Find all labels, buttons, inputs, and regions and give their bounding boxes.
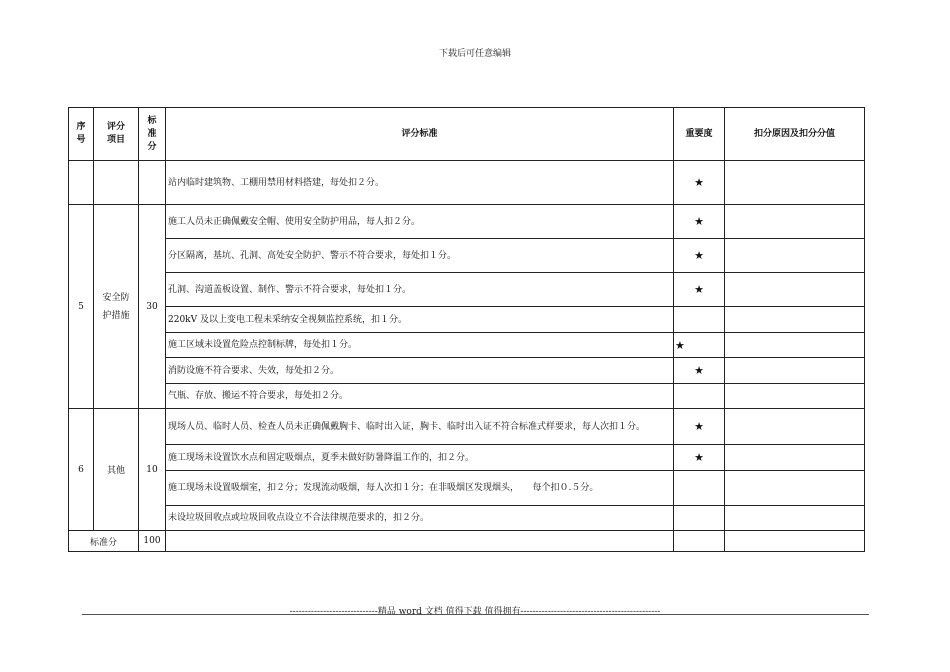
importance-star: [674, 307, 725, 333]
table-row: [69, 333, 865, 358]
deduction-cell[interactable]: [725, 161, 865, 205]
section-item: 其他: [94, 409, 139, 531]
deduction-cell[interactable]: [725, 205, 865, 239]
deduction-cell[interactable]: [725, 239, 865, 273]
section-item: 安全防护措施: [94, 205, 139, 409]
criteria-cell: 施工现场未设置饮水点和固定吸烟点，夏季未做好防暑降温工作的，扣２分。: [166, 445, 674, 471]
importance-star: [674, 506, 725, 531]
header-criteria: 评分标准: [166, 108, 674, 161]
criteria-cell: 220kV 及以上变电工程未采纳安全视频监控系统，扣１分。: [166, 307, 674, 333]
deduction-cell[interactable]: [725, 445, 865, 471]
empty-cell: [94, 161, 139, 205]
empty-cell: [69, 161, 94, 205]
importance-star: ★: [674, 333, 725, 358]
page-footer-note: -----------------------------精品 word 文档 值得下载 值得拥有----------------------------------------------: [289, 607, 661, 617]
deduction-cell[interactable]: [725, 384, 865, 409]
table-row: [69, 239, 865, 273]
table-row: [69, 205, 865, 239]
header-item: 评分项目: [94, 108, 139, 161]
importance-star: ★: [674, 239, 725, 273]
criteria-cell: 施工人员未正确佩戴安全帽、使用安全防护用品，每人扣２分。: [166, 205, 674, 239]
table-row: [69, 471, 865, 506]
importance-star: ★: [674, 205, 725, 239]
empty-cell: [674, 531, 725, 552]
criteria-cell: 消防设施不符合要求、失效，每处扣２分。: [166, 358, 674, 384]
table-row: [69, 358, 865, 384]
criteria-cell: 施工区域未设置危险点控制标牌，每处扣１分。: [166, 333, 674, 358]
scoring-table: [68, 107, 865, 552]
table-row: [69, 506, 865, 531]
deduction-cell[interactable]: [725, 471, 865, 506]
deduction-cell[interactable]: [725, 307, 865, 333]
section-index: 5: [69, 205, 94, 409]
total-value: 100: [139, 531, 166, 552]
table-row: [69, 445, 865, 471]
header-index: 序号: [69, 108, 94, 161]
importance-star: ★: [674, 273, 725, 307]
header-deduction: 扣分原因及扣分分值: [725, 108, 865, 161]
total-row: [69, 531, 865, 552]
importance-star: ★: [674, 358, 725, 384]
total-label: 标准分: [69, 531, 139, 552]
table-row: [69, 161, 865, 205]
importance-star: [674, 384, 725, 409]
empty-cell: [725, 531, 865, 552]
table-row: [69, 307, 865, 333]
deduction-cell[interactable]: [725, 273, 865, 307]
deduction-cell[interactable]: [725, 333, 865, 358]
deduction-cell[interactable]: [725, 409, 865, 445]
page-header-note: 下载后可任意编辑: [438, 49, 511, 59]
criteria-cell: 分区隔离，基坑、孔洞、高处安全防护、警示不符合要求，每处扣１分。: [166, 239, 674, 273]
criteria-cell: 站内临时建筑物、工棚用禁用材料搭建，每处扣２分。: [166, 161, 674, 205]
importance-star: ★: [674, 409, 725, 445]
table-row: [69, 384, 865, 409]
section-score: 10: [139, 409, 166, 531]
table-header-row: [69, 108, 865, 161]
table-row: [69, 273, 865, 307]
footer-divider: [82, 614, 869, 615]
empty-cell: [166, 531, 674, 552]
header-importance: 重要度: [674, 108, 725, 161]
deduction-cell[interactable]: [725, 358, 865, 384]
empty-cell: [139, 161, 166, 205]
criteria-cell: 未设垃圾回收点或垃圾回收点设立不合法律规范要求的，扣２分。: [166, 506, 674, 531]
deduction-cell[interactable]: [725, 506, 865, 531]
section-index: 6: [69, 409, 94, 531]
importance-star: ★: [674, 161, 725, 205]
header-score: 标准分: [139, 108, 166, 161]
importance-star: ★: [674, 445, 725, 471]
table-row: [69, 409, 865, 445]
criteria-cell: 现场人员、临时人员、检查人员未正确佩戴胸卡、临时出入证，胸卡、临时出入证不符合标准式样要求，每人次扣１分。: [166, 409, 674, 445]
importance-star: [674, 471, 725, 506]
criteria-cell: 气瓶、存放、搬运不符合要求，每处扣２分。: [166, 384, 674, 409]
section-score: 30: [139, 205, 166, 409]
criteria-cell: 施工现场未设置吸烟室，扣２分；发现流动吸烟，每人次扣１分；在非吸烟区发现烟头， 每个扣０.５分。: [166, 471, 674, 506]
criteria-cell: 孔洞、沟道盖板设置、制作、警示不符合要求，每处扣１分。: [166, 273, 674, 307]
